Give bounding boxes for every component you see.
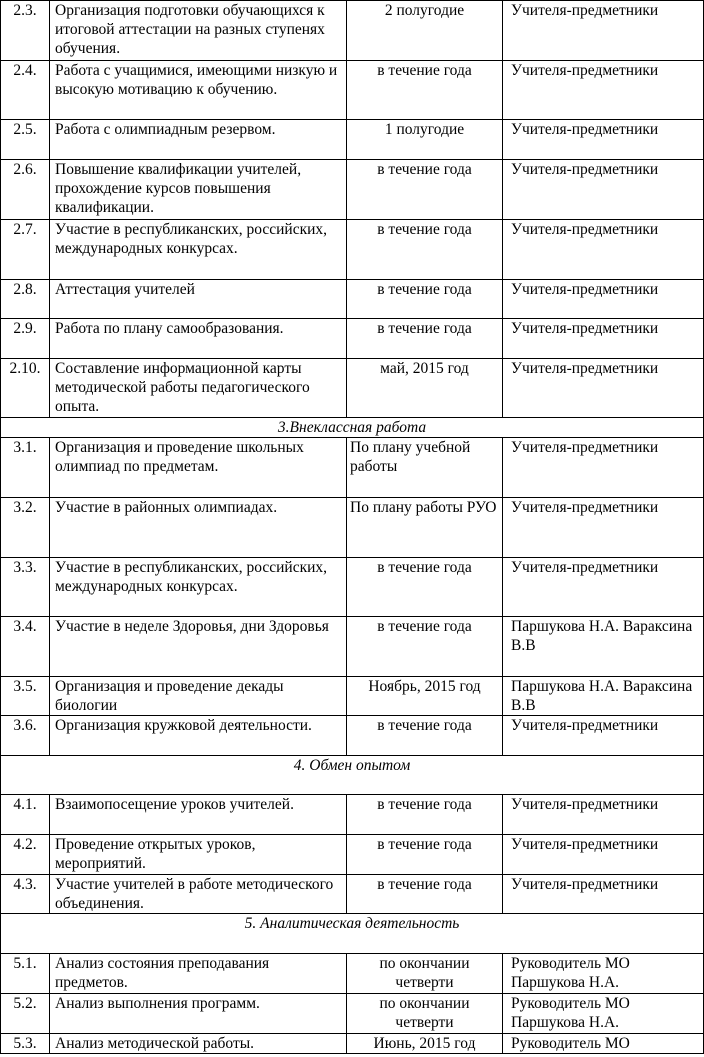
deadline-cell: 2 полугодие	[347, 1, 503, 61]
table-row	[1, 319, 704, 359]
row-number-cell: 2.3.	[1, 1, 50, 61]
table-row	[1, 438, 704, 498]
table-row	[1, 220, 704, 280]
activity-cell: Участие в республиканских, российских, международных конкурсах.	[50, 558, 347, 617]
responsible-cell: Учителя-предметники	[503, 61, 704, 120]
deadline-cell: Июнь, 2015 год	[347, 1034, 503, 1054]
row-number-cell: 3.1.	[1, 438, 50, 498]
section-header-row	[1, 756, 704, 795]
activity-cell: Организация и проведение декады биологии	[50, 677, 347, 716]
deadline-cell: май, 2015 год	[347, 359, 503, 418]
row-number-cell: 3.5.	[1, 677, 50, 716]
table-row	[1, 954, 704, 994]
activity-cell: Организация и проведение школьных олимпиад по предметам.	[50, 438, 347, 498]
activity-cell: Анализ состояния преподавания предметов.	[50, 954, 347, 994]
activity-cell: Повышение квалификации учителей, прохождение курсов повышения квалификации.	[50, 160, 347, 220]
table-row	[1, 617, 704, 677]
row-number-cell: 3.4.	[1, 617, 50, 677]
row-number-cell: 2.6.	[1, 160, 50, 220]
deadline-cell: в течение года	[347, 617, 503, 677]
responsible-cell: Учителя-предметники	[503, 558, 704, 617]
row-number-cell: 3.3.	[1, 558, 50, 617]
table-row	[1, 280, 704, 319]
deadline-cell: в течение года	[347, 558, 503, 617]
deadline-cell: в течение года	[347, 61, 503, 120]
table-row	[1, 875, 704, 914]
deadline-cell: в течение года	[347, 835, 503, 875]
deadline-cell: Ноябрь, 2015 год	[347, 677, 503, 716]
row-number-cell: 4.1.	[1, 795, 50, 835]
row-number-cell: 2.10.	[1, 359, 50, 418]
responsible-cell: Учителя-предметники	[503, 835, 704, 875]
responsible-cell: Учителя-предметники	[503, 795, 704, 835]
activity-cell: Участие в районных олимпиадах.	[50, 498, 347, 558]
section-title: 5. Аналитическая деятельность	[1, 914, 704, 954]
responsible-cell: Учителя-предметники	[503, 359, 704, 418]
table-row	[1, 120, 704, 160]
table-row	[1, 160, 704, 220]
deadline-cell: по окончании четверти	[347, 954, 503, 994]
section-title: 4. Обмен опытом	[1, 756, 704, 795]
activity-cell: Организация кружковой деятельности.	[50, 716, 347, 756]
responsible-cell: Учителя-предметники	[503, 438, 704, 498]
responsible-cell: Паршукова Н.А. Вараксина В.В	[503, 677, 704, 716]
activity-cell: Работа по плану самообразования.	[50, 319, 347, 359]
section-header-row	[1, 418, 704, 438]
deadline-cell: в течение года	[347, 716, 503, 756]
table-row	[1, 558, 704, 617]
responsible-cell: Учителя-предметники	[503, 280, 704, 319]
section-header-row	[1, 914, 704, 954]
activity-cell: Работа с учащимися, имеющими низкую и высокую мотивацию к обучению.	[50, 61, 347, 120]
deadline-cell: в течение года	[347, 160, 503, 220]
table-row	[1, 795, 704, 835]
responsible-cell: Учителя-предметники	[503, 1, 704, 61]
row-number-cell: 5.2.	[1, 994, 50, 1034]
deadline-cell: в течение года	[347, 795, 503, 835]
responsible-cell: Руководитель МО Паршукова Н.А.	[503, 994, 704, 1034]
table-row	[1, 835, 704, 875]
table-row	[1, 716, 704, 756]
responsible-cell: Учителя-предметники	[503, 160, 704, 220]
table-row	[1, 498, 704, 558]
deadline-cell: в течение года	[347, 875, 503, 914]
activity-cell: Составление информационной карты методической работы педагогического опыта.	[50, 359, 347, 418]
row-number-cell: 4.2.	[1, 835, 50, 875]
activity-cell: Участие в республиканских, российских, международных конкурсах.	[50, 220, 347, 280]
section-title: 3.Внеклассная работа	[1, 418, 704, 438]
row-number-cell: 2.4.	[1, 61, 50, 120]
deadline-cell: 1 полугодие	[347, 120, 503, 160]
activity-cell: Аттестация учителей	[50, 280, 347, 319]
activity-cell: Работа с олимпиадным резервом.	[50, 120, 347, 160]
deadline-cell: в течение года	[347, 280, 503, 319]
deadline-cell: По плану работы РУО	[347, 498, 503, 558]
activity-cell: Проведение открытых уроков, мероприятий.	[50, 835, 347, 875]
deadline-cell: по окончании четверти	[347, 994, 503, 1034]
table-row	[1, 359, 704, 418]
deadline-cell: в течение года	[347, 220, 503, 280]
deadline-cell: в течение года	[347, 319, 503, 359]
responsible-cell: Учителя-предметники	[503, 319, 704, 359]
responsible-cell: Руководитель МО Паршукова Н.А.	[503, 954, 704, 994]
activity-cell: Организация подготовки обучающихся к итоговой аттестации на разных ступенях обучения.	[50, 1, 347, 61]
row-number-cell: 5.1.	[1, 954, 50, 994]
responsible-cell: Учителя-предметники	[503, 498, 704, 558]
responsible-cell: Учителя-предметники	[503, 875, 704, 914]
activity-cell: Участие учителей в работе методического объединения.	[50, 875, 347, 914]
activity-cell: Анализ выполнения программ.	[50, 994, 347, 1034]
row-number-cell: 2.7.	[1, 220, 50, 280]
deadline-cell: По плану учебной работы	[347, 438, 503, 498]
row-number-cell: 2.8.	[1, 280, 50, 319]
row-number-cell: 3.6.	[1, 716, 50, 756]
table-row	[1, 61, 704, 120]
row-number-cell: 3.2.	[1, 498, 50, 558]
plan-table-body	[1, 1, 704, 1054]
responsible-cell: Учителя-предметники	[503, 716, 704, 756]
responsible-cell: Руководитель МО	[503, 1034, 704, 1054]
row-number-cell: 2.5.	[1, 120, 50, 160]
table-row	[1, 1, 704, 61]
row-number-cell: 5.3.	[1, 1034, 50, 1054]
table-row	[1, 994, 704, 1034]
responsible-cell: Паршукова Н.А. Вараксина В.В	[503, 617, 704, 677]
activity-cell: Участие в неделе Здоровья, дни Здоровья	[50, 617, 347, 677]
row-number-cell: 2.9.	[1, 319, 50, 359]
table-row	[1, 1034, 704, 1054]
responsible-cell: Учителя-предметники	[503, 120, 704, 160]
activity-cell: Взаимопосещение уроков учителей.	[50, 795, 347, 835]
activity-cell: Анализ методической работы.	[50, 1034, 347, 1054]
table-row	[1, 677, 704, 716]
row-number-cell: 4.3.	[1, 875, 50, 914]
responsible-cell: Учителя-предметники	[503, 220, 704, 280]
